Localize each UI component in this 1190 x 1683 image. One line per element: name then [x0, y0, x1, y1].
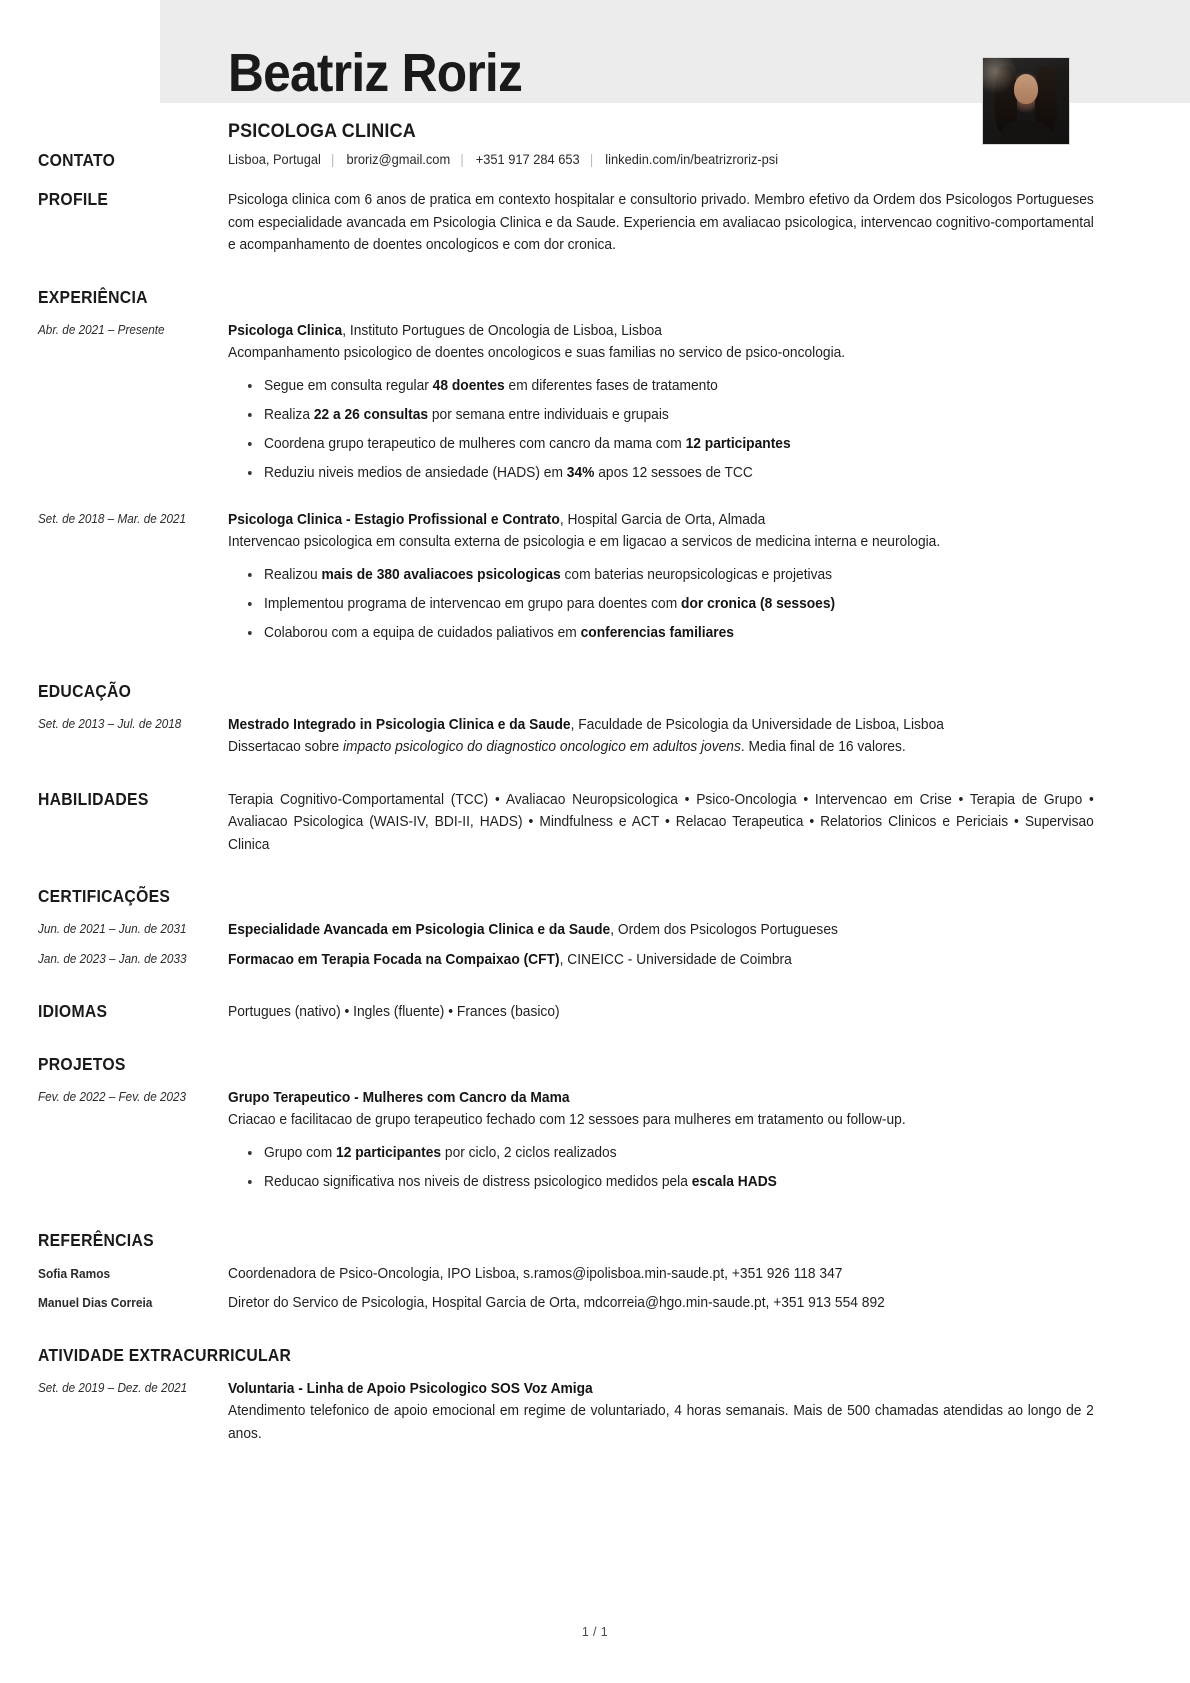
- education-degree: Mestrado Integrado in Psicologia Clinica e da Saude: [228, 716, 571, 733]
- bullet-text-bold: conferencias familiares: [580, 624, 734, 641]
- section-title-languages: IDIOMAS: [38, 1001, 108, 1021]
- section-title-projects: PROJETOS: [38, 1053, 126, 1074]
- extracurricular-label-column: [38, 1344, 292, 1366]
- education-thesis-title: impacto psicologico do diagnostico oncologico em adultos jovens: [342, 739, 741, 755]
- bullet-text-pre: Coordena grupo terapeutico de mulheres com cancro da mama com: [264, 435, 686, 452]
- contact-separator-icon: |: [331, 152, 335, 167]
- bullet-text-bold: 12 participantes: [336, 1144, 442, 1161]
- experience-dates: Set. de 2018 – Mar. de 2021: [38, 511, 187, 526]
- experience-org: , Hospital Garcia de Orta, Almada: [559, 511, 766, 528]
- education-detail: [228, 736, 1094, 759]
- experience-summary: Acompanhamento psicologico de doentes oncologicos e suas familias no servico de psico-oncologia.: [228, 345, 846, 361]
- avatar: [982, 57, 1070, 145]
- section-certifications-header: [0, 886, 1190, 907]
- bullet-text-bold: mais de 380 avaliacoes psicologicas: [321, 566, 561, 583]
- list-item: [264, 375, 1094, 398]
- experience-entry: [0, 320, 1190, 491]
- job-title: PSICOLOGA CLINICA: [228, 120, 416, 142]
- list-item: [264, 1171, 1094, 1194]
- section-title-skills: HABILIDADES: [38, 788, 149, 809]
- bullet-text-pre: Realiza: [264, 406, 314, 423]
- bullet-text-pre: Grupo com: [264, 1144, 337, 1161]
- contact-label-column: [38, 150, 228, 171]
- extracurricular-dates: Set. de 2019 – Dez. de 2021: [38, 1380, 188, 1395]
- reference-name: Sofia Ramos: [38, 1265, 111, 1281]
- bullet-text-bold: 48 doentes: [432, 377, 505, 394]
- certifications-label-column: [38, 886, 228, 907]
- section-title-profile: PROFILE: [38, 189, 109, 209]
- bullet-text-bold: 22 a 26 consultas: [313, 406, 429, 423]
- resume-header: [0, 0, 1190, 142]
- contact-location: Lisboa, Portugal: [228, 152, 321, 167]
- project-summary: Criacao e facilitacao de grupo terapeutico fechado com 12 sessoes para mulheres em tratamento ou follow-up.: [228, 1112, 906, 1128]
- experience-role: Psicologa Clinica: [228, 322, 343, 339]
- section-title-extracurricular: ATIVIDADE EXTRACURRICULAR: [38, 1344, 292, 1365]
- page-indicator: 1 / 1: [581, 1625, 609, 1639]
- section-skills: [0, 789, 1190, 857]
- avatar-face: [1014, 74, 1038, 104]
- list-item: [264, 593, 1094, 616]
- reference-detail: Coordenadora de Psico-Oncologia, IPO Lisboa, s.ramos@ipolisboa.min-saude.pt, +351 926 118 347: [228, 1265, 843, 1282]
- contact-values-column: [228, 150, 1094, 170]
- list-item: [264, 1142, 1094, 1165]
- section-projects-header: [0, 1054, 1190, 1075]
- section-title-contact: CONTATO: [38, 150, 116, 170]
- profile-summary: Psicologa clinica com 6 anos de pratica em contexto hospitalar e consultorio privado. Membro efetivo da Ordem dos Psicologos Portugueses com especialidade avancada em Psicologia Clinica e da Saude. Experiencia em avaliacao psicologica, intervencao cognitivo-comportamental e acompanhamento de doentes oncologicos e com dor cronica.: [228, 192, 1094, 253]
- section-languages: [0, 1001, 1190, 1024]
- section-contact: [0, 150, 1190, 171]
- certification-title: Formacao em Terapia Focada na Compaixao (CFT): [228, 951, 560, 968]
- contact-linkedin[interactable]: linkedin.com/in/beatrizroriz-psi: [605, 152, 779, 167]
- bullet-text-post: com baterias neuropsicologicas e projetivas: [560, 566, 833, 583]
- education-school: , Faculdade de Psicologia da Universidade de Lisboa, Lisboa: [570, 716, 944, 733]
- certification-title: Especialidade Avancada em Psicologia Clinica e da Saude: [228, 922, 611, 938]
- bullet-text-bold: dor cronica (8 sessoes): [681, 595, 836, 612]
- languages-list: Portugues (nativo) • Ingles (fluente) • Frances (basico): [228, 1004, 560, 1020]
- contact-separator-icon: |: [460, 152, 464, 167]
- extracurricular-summary: Atendimento telefonico de apoio emocional em regime de voluntariado, 4 horas semanais. Mais de 500 chamadas atendidas ao longo de 2 anos.: [228, 1403, 1094, 1442]
- education-detail-pre: Dissertacao sobre: [228, 739, 343, 755]
- list-item: [264, 564, 1094, 587]
- project-dates: Fev. de 2022 – Fev. de 2023: [38, 1089, 187, 1104]
- certification-dates: Jan. de 2023 – Jan. de 2033: [38, 951, 187, 966]
- certification-entry: [0, 949, 1190, 972]
- section-title-education: EDUCAÇÃO: [38, 680, 132, 701]
- contact-email[interactable]: broriz@gmail.com: [346, 152, 451, 167]
- education-label-column: [38, 681, 228, 702]
- bullet-text-post: em diferentes fases de tratamento: [504, 377, 718, 394]
- section-experience-header: [0, 287, 1190, 308]
- section-title-experience: EXPERIÊNCIA: [38, 286, 148, 307]
- languages-label-column: [38, 1001, 228, 1022]
- certification-issuer: , CINEICC - Universidade de Coimbra: [559, 951, 792, 968]
- experience-heading: [228, 509, 1094, 532]
- bullet-text-pre: Segue em consulta regular: [264, 377, 433, 394]
- contact-phone[interactable]: +351 917 284 653: [475, 152, 580, 167]
- certification-entry: [0, 919, 1190, 942]
- bullet-text-post: apos 12 sessoes de TCC: [594, 464, 753, 481]
- experience-role: Psicologa Clinica - Estagio Profissional e Contrato: [228, 511, 560, 528]
- bullet-text-post: por semana entre individuais e grupais: [428, 406, 669, 423]
- section-title-certifications: CERTIFICAÇÕES: [38, 886, 171, 906]
- education-detail-post: . Media final de 16 valores.: [740, 739, 906, 755]
- profile-label-column: [38, 189, 228, 210]
- section-education-header: [0, 681, 1190, 702]
- avatar-glow: [982, 57, 1017, 94]
- certification-issuer: , Ordem dos Psicologos Portugueses: [610, 922, 838, 938]
- skills-list: Terapia Cognitivo-Comportamental (TCC) • Avaliacao Neuropsicologica • Psico-Oncologia • Intervencao em Crise • Terapia de Grupo • Avaliacao Psicologica (WAIS-IV, BDI-II, HADS) • Mindfulness e ACT • Relacao Terapeutica • Relatorios Clinicos e Periciais • Supervisao Clinica: [228, 791, 1094, 853]
- avatar-body: [1001, 120, 1051, 145]
- experience-heading: [228, 320, 1094, 343]
- project-title: Grupo Terapeutico - Mulheres com Cancro da Mama: [228, 1089, 570, 1106]
- certification-heading: [228, 949, 1094, 972]
- reference-detail: Diretor do Servico de Psicologia, Hospital Garcia de Orta, mdcorreia@hgo.min-saude.pt, +351 913 554 892: [228, 1295, 885, 1311]
- list-item: [264, 404, 1094, 427]
- bullet-text-pre: Realizou: [264, 566, 322, 583]
- certification-heading: [228, 919, 1094, 942]
- extracurricular-title: Voluntaria - Linha de Apoio Psicologico SOS Voz Amiga: [228, 1380, 593, 1397]
- reference-entry: [0, 1292, 1190, 1315]
- bullet-text-pre: Reducao significativa nos niveis de distress psicologico medidos pela: [264, 1173, 692, 1190]
- reference-name: Manuel Dias Correia: [38, 1295, 153, 1310]
- experience-org: , Instituto Portugues de Oncologia de Lisboa, Lisboa: [342, 322, 662, 339]
- reference-entry: [0, 1263, 1190, 1286]
- education-dates: Set. de 2013 – Jul. de 2018: [38, 716, 182, 731]
- project-entry: [0, 1087, 1190, 1200]
- bullet-text-pre: Implementou programa de intervencao em grupo para doentes com: [264, 595, 682, 612]
- bullet-text-bold: 34%: [566, 464, 595, 481]
- projects-label-column: [38, 1054, 228, 1075]
- section-profile: [0, 189, 1190, 257]
- experience-dates: Abr. de 2021 – Presente: [38, 322, 165, 337]
- bullet-text-pre: Colaborou com a equipa de cuidados paliativos em: [264, 624, 581, 641]
- page-title: Beatriz Roriz: [228, 43, 523, 103]
- resume-content: [0, 150, 1190, 1445]
- certification-dates: Jun. de 2021 – Jun. de 2031: [38, 922, 187, 936]
- experience-summary: Intervencao psicologica em consulta externa de psicologia e em ligacao a servicos de medicina interna e neurologia.: [228, 534, 941, 550]
- list-item: [264, 622, 1094, 645]
- contact-line: [228, 150, 1046, 170]
- references-label-column: [38, 1230, 228, 1251]
- education-heading: [228, 714, 1094, 737]
- section-title-references: REFERÊNCIAS: [38, 1229, 154, 1250]
- experience-entry: [0, 509, 1190, 651]
- skills-label-column: [38, 789, 228, 810]
- extracurricular-entry: [0, 1378, 1190, 1446]
- experience-label-column: [38, 287, 228, 308]
- bullet-text-pre: Reduziu niveis medios de ansiedade (HADS) em: [264, 464, 567, 481]
- section-extracurricular-header: [0, 1345, 1190, 1366]
- bullet-text-bold: escala HADS: [691, 1173, 777, 1190]
- project-heading: [228, 1087, 1094, 1110]
- experience-bullet-list: [228, 564, 1094, 645]
- section-references-header: [0, 1230, 1190, 1251]
- contact-separator-icon: |: [589, 152, 594, 167]
- bullet-text-bold: 12 participantes: [685, 435, 791, 452]
- education-entry: [0, 714, 1190, 759]
- project-bullet-list: [228, 1142, 1094, 1194]
- list-item: [264, 433, 1094, 456]
- extracurricular-heading: [228, 1378, 1094, 1401]
- profile-text-column: [228, 189, 1094, 257]
- experience-bullet-list: [228, 375, 1094, 485]
- skills-values-column: [228, 789, 1094, 857]
- languages-values-column: [228, 1001, 1094, 1024]
- list-item: [264, 462, 1094, 485]
- bullet-text-post: por ciclo, 2 ciclos realizados: [441, 1144, 617, 1161]
